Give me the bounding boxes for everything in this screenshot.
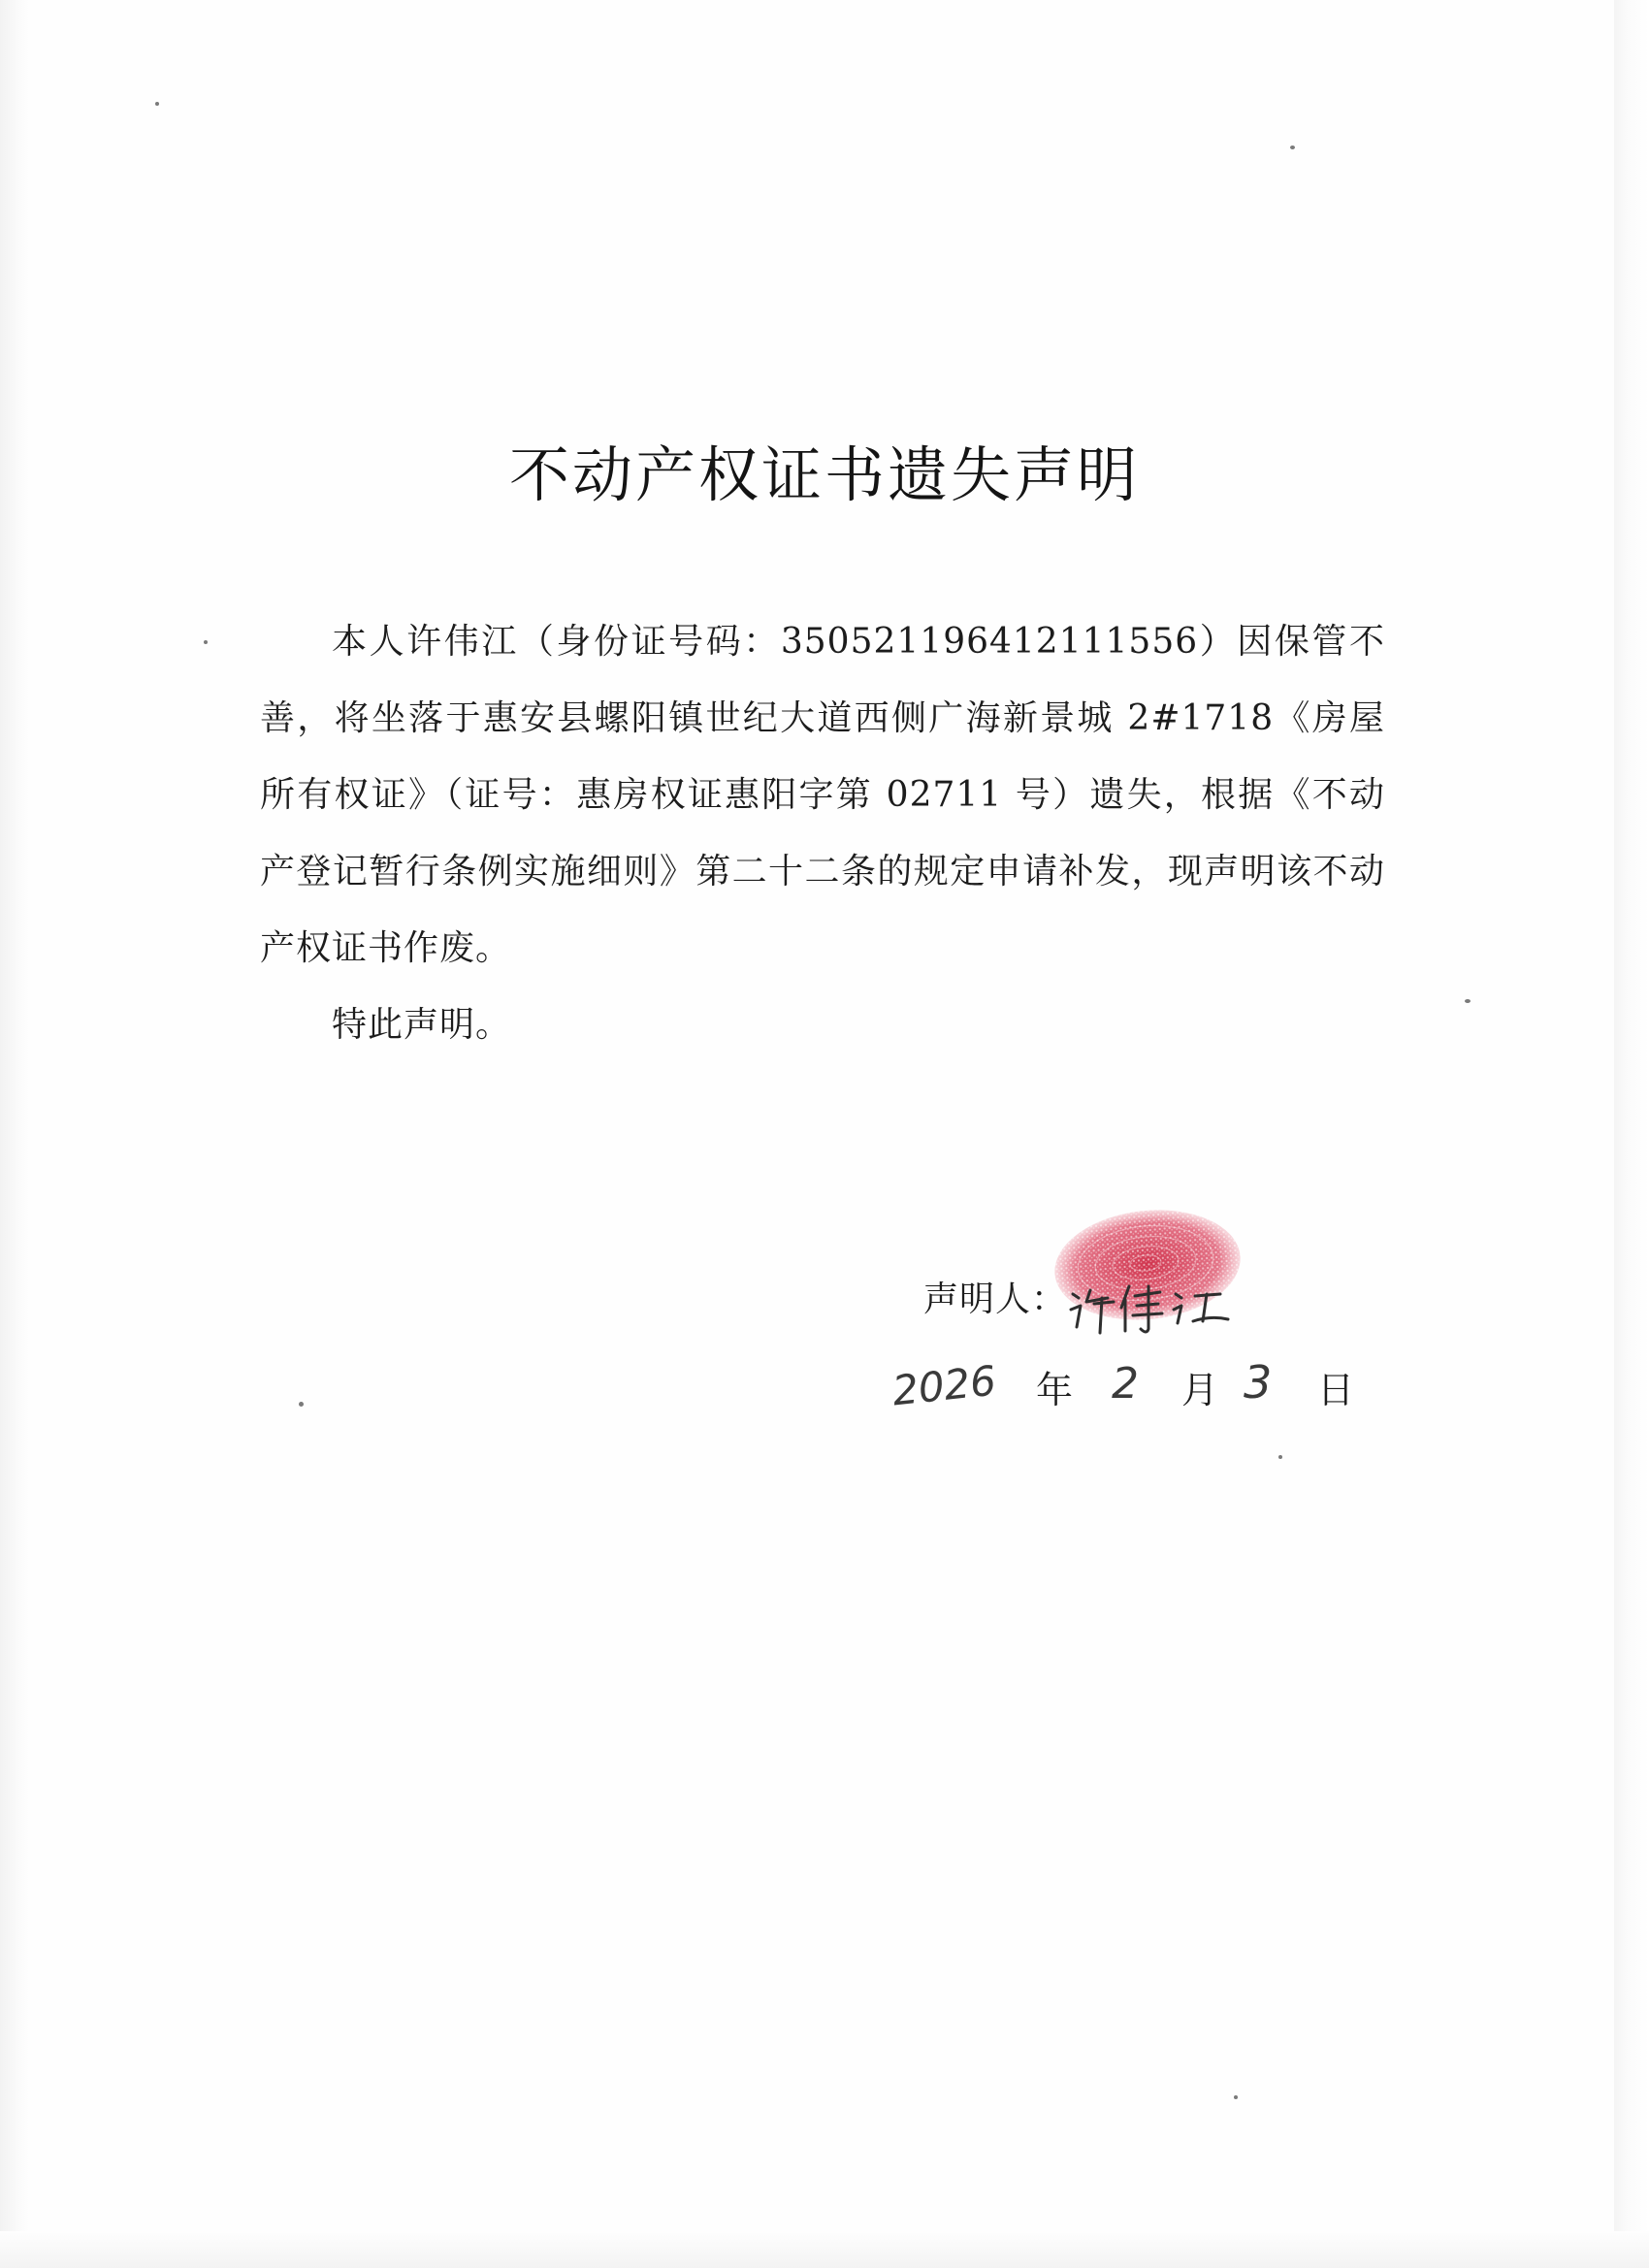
- scan-shadow-bottom: [0, 2231, 1649, 2268]
- document-title: 不动产权证书遗失声明: [508, 439, 1140, 510]
- scan-speck: [1234, 2095, 1238, 2099]
- declaration-body: [260, 603, 1385, 1063]
- date-month: 2: [1112, 1359, 1139, 1409]
- scan-shadow-right: [1614, 0, 1649, 2268]
- date-year-suffix: 年: [1036, 1369, 1074, 1411]
- date-line: [883, 1356, 1387, 1424]
- scan-speck: [299, 1402, 304, 1407]
- date-day-suffix: 日: [1317, 1369, 1355, 1411]
- scan-speck: [204, 640, 208, 644]
- declaration-paragraph: 本人许伟江（身份证号码：350521196412111556）因保管不善，将坐落于惠安县螺阳镇世纪大道西侧广海新景城 2#1718《房屋所有权证》（证号：惠房权证惠阳字第 02711 号）遗失，根据《不动产登记暂行条例实施细则》第二十二条的规定申请补发，现声明该不动产权证书作废。: [260, 622, 1385, 968]
- scan-speck: [1290, 146, 1295, 149]
- closing-statement: 特此声明。: [332, 1005, 512, 1045]
- scan-speck: [155, 102, 159, 106]
- scan-shadow-left: [0, 0, 29, 2268]
- declarant-label: 声明人：: [923, 1280, 1068, 1319]
- handwritten-signature: [1065, 1273, 1249, 1341]
- date-day: 3: [1244, 1356, 1273, 1409]
- date-month-suffix: 月: [1181, 1369, 1219, 1411]
- scan-speck: [1465, 999, 1471, 1003]
- date-year: 2026: [889, 1356, 999, 1415]
- scan-speck: [1278, 1455, 1282, 1459]
